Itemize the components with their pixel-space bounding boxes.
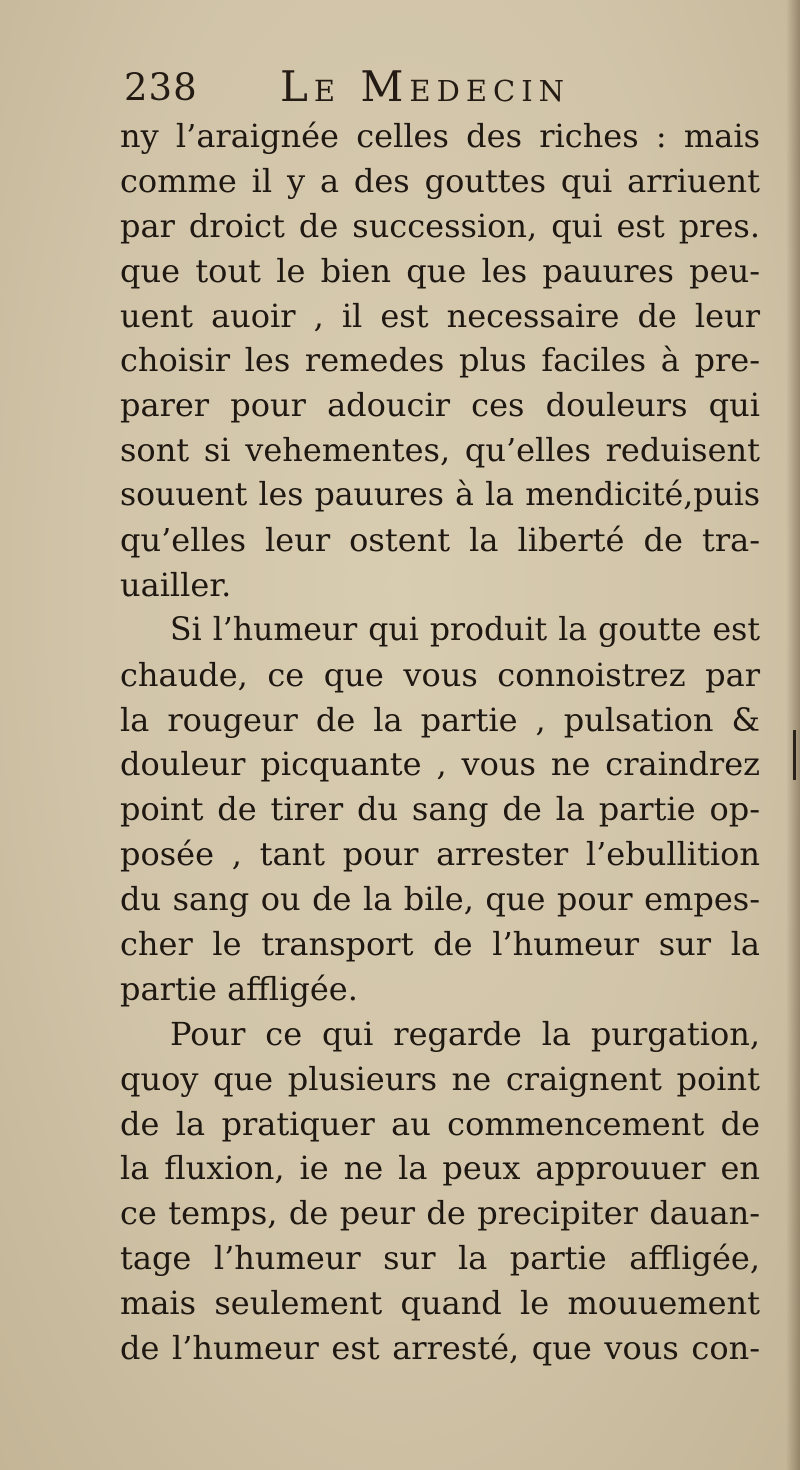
text-line: posée , tant pour arrester l’ebullition: [120, 835, 760, 874]
text-line: souuent les pauures à la mendicité,puis: [120, 477, 760, 514]
text-line: choisir les remedes plus faciles à pre-: [120, 341, 760, 380]
text-line: quoy que plusieurs ne craignent point: [120, 1059, 760, 1098]
text-line: cher le transport de l’humeur sur la: [120, 925, 760, 964]
text-line: qu’elles leur ostent la liberté de tra-: [120, 521, 760, 560]
page-number: 238: [124, 66, 198, 109]
paragraph-start-line: Si l’humeur qui produit la goutte est: [170, 611, 760, 648]
text-line: comme il y a des gouttes qui arriuent: [120, 161, 760, 200]
text-line: de l’humeur est arresté, que vous con-: [120, 1329, 760, 1368]
page-edge-mark: [793, 730, 796, 780]
text-line: uent auoir , il est necessaire de leur: [120, 296, 760, 335]
text-line: la fluxion, ie ne la peux approuuer en: [120, 1149, 760, 1188]
text-line: par droict de succession, qui est pres.: [120, 206, 760, 245]
paragraph-end-line: uailler.: [120, 565, 232, 604]
text-line: tage l’humeur sur la partie affligée,: [120, 1239, 760, 1278]
paragraph-start-line: Pour ce qui regarde la purgation,: [170, 1014, 760, 1053]
text-line: la rougeur de la partie , pulsation &: [120, 700, 760, 739]
running-title: Le Medecin: [280, 62, 571, 111]
text-line: parer pour adoucir ces douleurs qui: [120, 386, 760, 425]
text-line: du sang ou de la bile, que pour empes-: [120, 880, 760, 919]
body-text: [120, 114, 760, 1371]
text-line: de la pratiquer au commencement de: [120, 1104, 760, 1143]
text-line: que tout le bien que les pauures peu-: [120, 251, 760, 290]
text-line: chaude, ce que vous connoistrez par: [120, 655, 760, 694]
text-line: mais seulement quand le mouuement: [120, 1284, 760, 1323]
paragraph-end-line: partie affligée.: [120, 969, 358, 1008]
text-line: ce temps, de peur de precipiter dauan-: [120, 1194, 760, 1233]
text-line: douleur picquante , vous ne craindrez: [120, 745, 760, 784]
text-line: point de tirer du sang de la partie op-: [120, 790, 760, 829]
text-line: sont si vehementes, qu’elles reduisent: [120, 431, 760, 470]
text-line: ny l’araignée celles des riches : mais: [120, 117, 760, 155]
page-header: [124, 62, 684, 110]
